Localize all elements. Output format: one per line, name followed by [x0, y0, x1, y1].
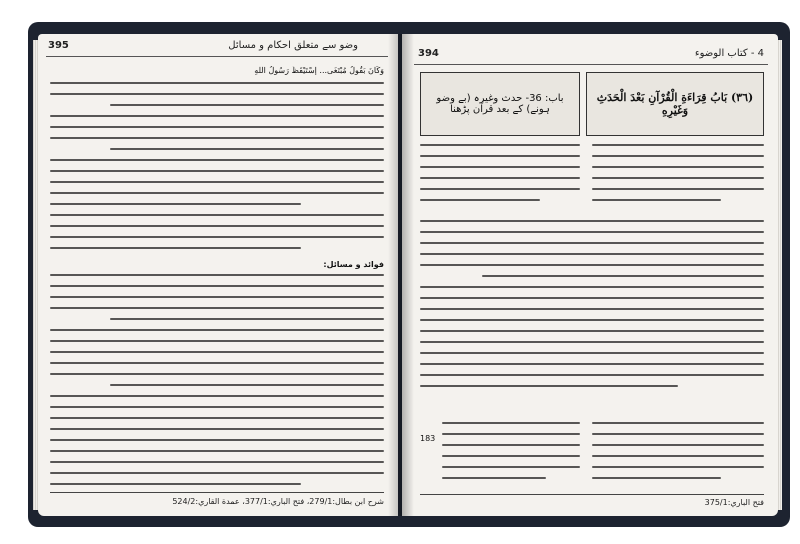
- right-running-head: 4 - كتاب الوضوء: [694, 48, 764, 59]
- chapter-title-urdu: باب: 36- حدث وغیرہ (بے وضو ہونے) کے بعد قرآن پڑھنا: [420, 72, 580, 136]
- right-lower-arabic-block: [592, 422, 764, 488]
- right-footnote: فتح الباري:375/1: [704, 498, 764, 507]
- left-text-block-1: [50, 82, 384, 242]
- book-gutter: [388, 34, 414, 516]
- right-page: [402, 34, 778, 516]
- left-header-rule: [46, 56, 388, 57]
- right-footnote-rule: [420, 494, 764, 495]
- left-footnote-rule: [50, 492, 384, 493]
- right-lower-urdu-block: [442, 422, 580, 488]
- hadith-number: 183: [420, 434, 436, 443]
- left-text-block-2: [50, 274, 384, 490]
- left-commentary-label: فوائد و مسائل:: [323, 260, 384, 269]
- left-page-number: 395: [48, 40, 69, 51]
- right-header-rule: [414, 64, 768, 65]
- right-page-number: 394: [418, 48, 439, 59]
- left-footnote: شرح ابن بطال:279/1، فتح الباري:377/1، عمدة القاري:524/2: [172, 497, 384, 506]
- left-page: [38, 34, 398, 516]
- chapter-title-arabic: (٣٦) بَابُ قِرَاءَةِ الْقُرْآنِ بَعْدَ الْحَدَثِ وَغَيْرِهِ: [586, 72, 764, 136]
- left-running-head: وضو سے متعلق احکام و مسائل: [228, 40, 358, 51]
- left-arabic-lead: وَكَانَ بَقُولُ مُبْتَغَى... إِسْتَيْقَظَ رَسُولُ اللهِ: [254, 66, 384, 75]
- right-commentary-block: [420, 220, 764, 410]
